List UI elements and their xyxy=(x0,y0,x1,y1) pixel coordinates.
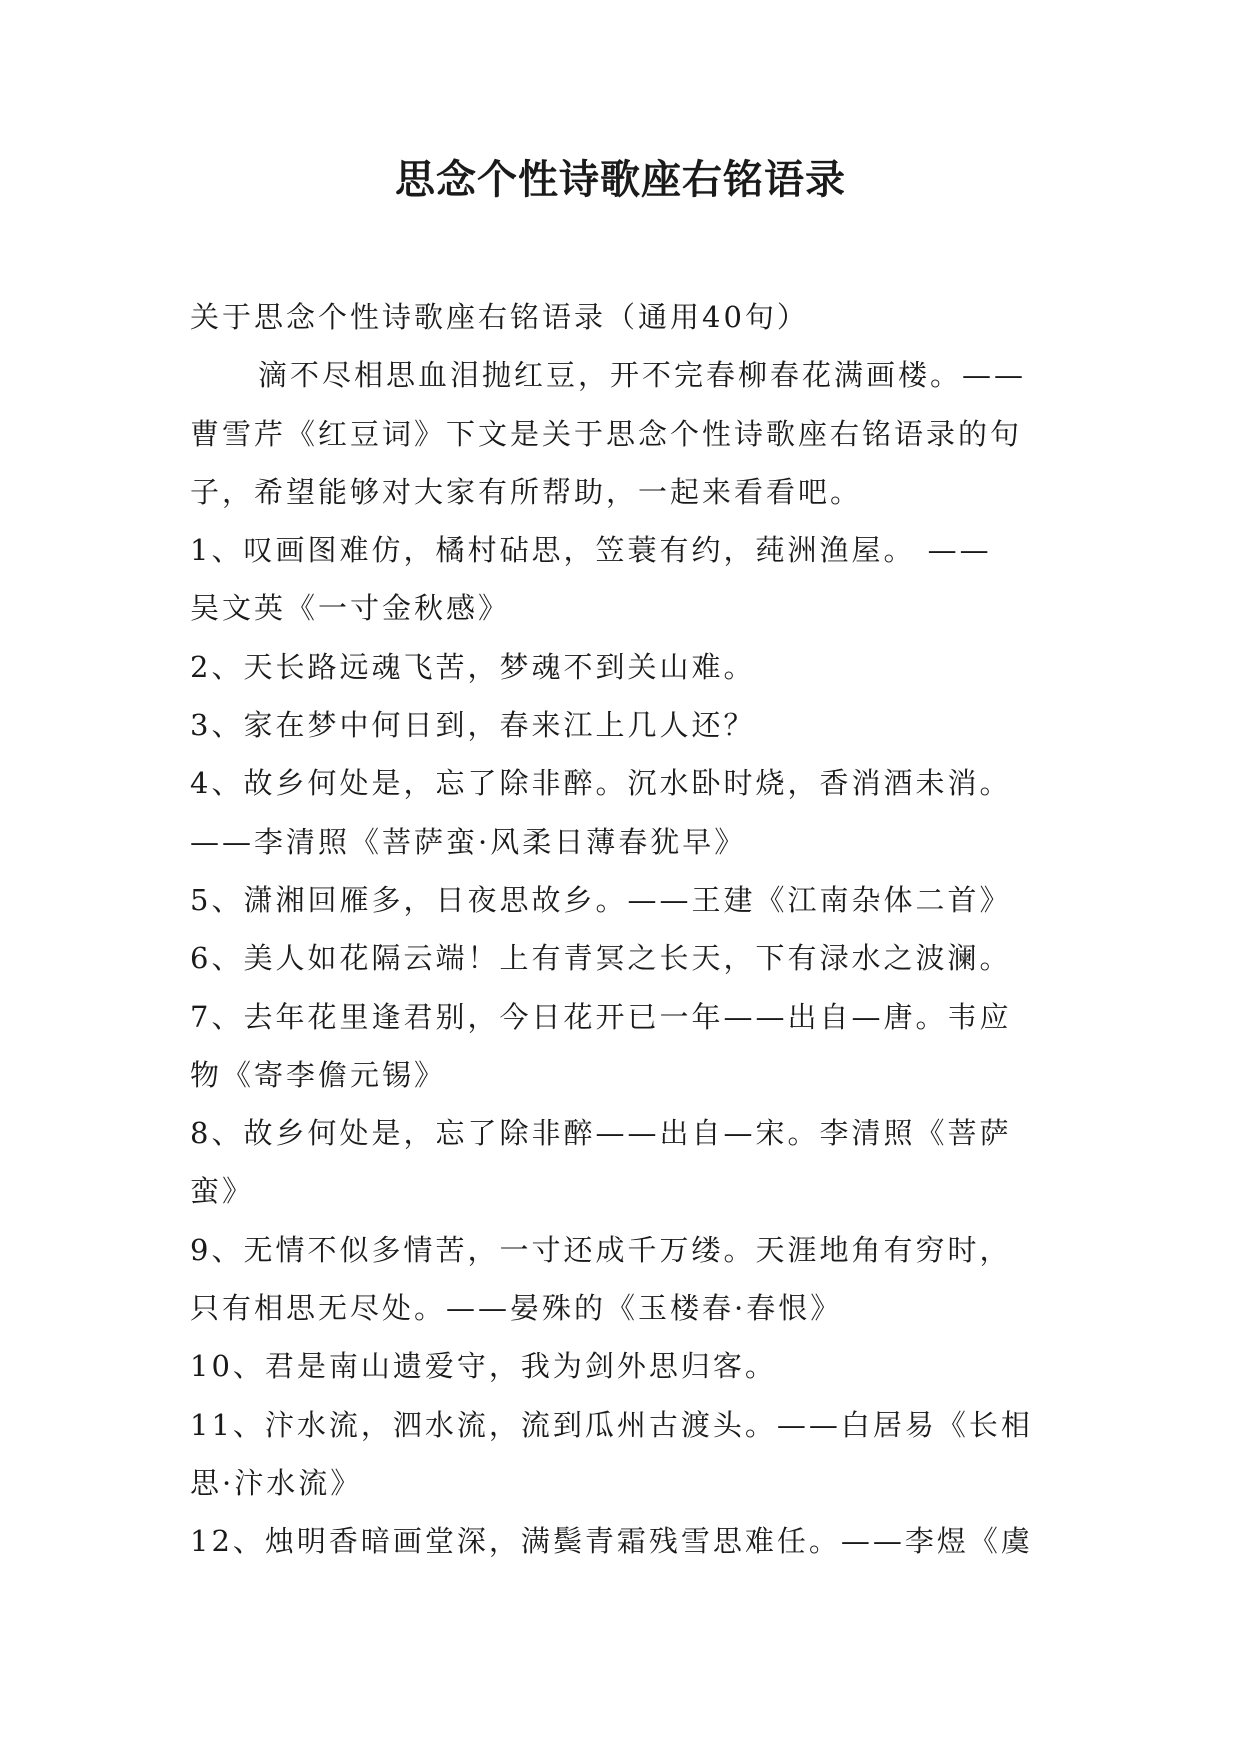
quote-line: 2、天长路远魂飞苦，梦魂不到关山难。 xyxy=(190,649,756,684)
quote-line: 11、汴水流，泗水流，流到瓜州古渡头。——白居易《长相 xyxy=(190,1407,1033,1442)
paragraph-line: 曹雪芹《红豆词》下文是关于思念个性诗歌座右铭语录的句 xyxy=(190,416,1023,451)
quote-line: 7、去年花里逢君别，今日花开已一年——出自—唐。韦应 xyxy=(190,999,1012,1034)
quote-line: 12、烛明香暗画堂深，满鬓青霜残雪思难任。——李煜《虞 xyxy=(190,1524,1033,1559)
quote-line: 物《寄李儋元锡》 xyxy=(190,1057,447,1092)
quote-line: 10、君是南山遗爱守，我为剑外思归客。 xyxy=(190,1349,777,1384)
quote-line: 6、美人如花隔云端！上有青冥之长天，下有渌水之波澜。 xyxy=(190,941,1012,976)
quote-line: 5、潇湘回雁多，日夜思故乡。——王建《江南杂体二首》 xyxy=(190,882,1012,917)
quote-line: 1、叹画图难仿，橘村砧思，笠蓑有约，莼洲渔屋。 —— xyxy=(190,533,992,568)
quote-line: 吴文英《一寸金秋感》 xyxy=(190,591,511,626)
quote-line: 思·汴水流》 xyxy=(190,1465,363,1500)
quote-line: 3、家在梦中何日到，春来江上几人还？ xyxy=(190,708,756,743)
document-body xyxy=(190,288,1050,1571)
quote-line: 只有相思无尽处。——晏殊的《玉楼春·春恨》 xyxy=(190,1291,843,1326)
quote-line: 4、故乡何处是，忘了除非醉。沉水卧时烧，香消酒未消。 xyxy=(190,766,1012,801)
quote-line: 8、故乡何处是，忘了除非醉——出自—宋。李清照《菩萨 xyxy=(190,1116,1012,1151)
quote-line: 9、无情不似多情苦，一寸还成千万缕。天涯地角有穷时， xyxy=(190,1232,1012,1267)
intro-line: 关于思念个性诗歌座右铭语录（通用40句） xyxy=(190,300,809,334)
paragraph-line: 子，希望能够对大家有所帮助，一起来看看吧。 xyxy=(190,474,863,509)
quote-line: ——李清照《菩萨蛮·风柔日薄春犹早》 xyxy=(190,824,747,859)
quote-line: 蛮》 xyxy=(190,1174,255,1209)
document-title: 思念个性诗歌座右铭语录 xyxy=(395,156,846,203)
paragraph-line: 滴不尽相思血泪抛红豆，开不完春柳春花满画楼。—— xyxy=(258,358,1027,393)
